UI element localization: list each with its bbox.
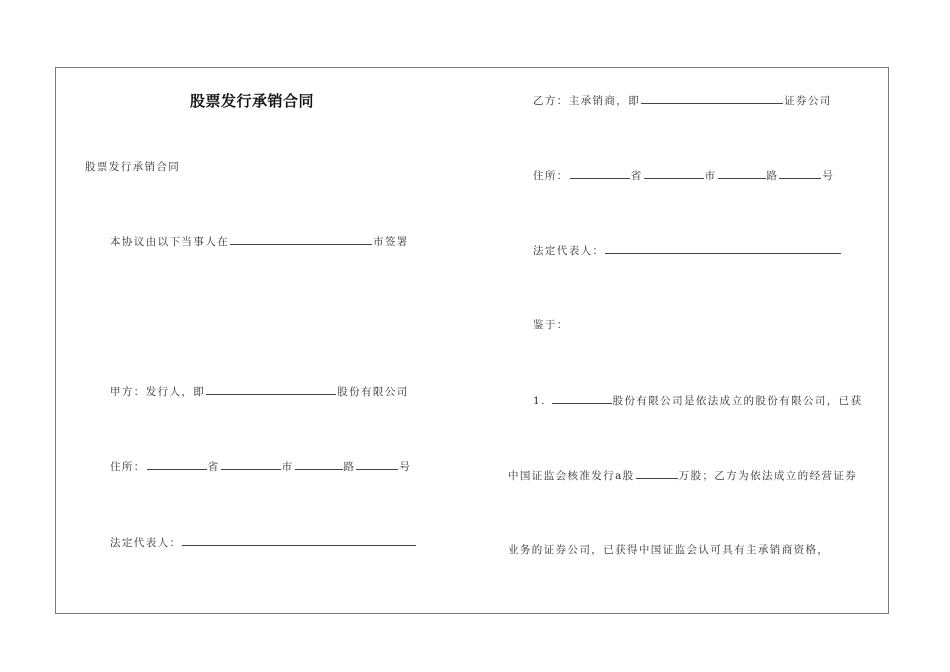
party-b-legal-rep-blank[interactable] xyxy=(605,243,841,254)
clause-1-line-1 xyxy=(533,393,862,408)
party-b-name-blank[interactable] xyxy=(641,93,783,104)
document-subtitle: 股票发行承销合同 xyxy=(85,161,181,173)
road-label: 路 xyxy=(766,170,779,182)
party-a-province-blank[interactable] xyxy=(147,459,207,470)
party-a-label: 甲方：发行人，即 xyxy=(110,386,206,398)
number-label: 号 xyxy=(822,170,835,182)
party-a-address-line xyxy=(110,459,411,474)
clause-number: 1. xyxy=(533,395,546,407)
party-a-line xyxy=(110,384,409,399)
party-b-label: 乙方：主承销商，即 xyxy=(533,95,641,107)
party-b-address-line xyxy=(533,168,834,183)
city-label: 市 xyxy=(281,461,294,473)
party-b-province-blank[interactable] xyxy=(570,168,630,179)
party-a-suffix: 股份有限公司 xyxy=(337,386,409,398)
party-b-city-blank[interactable] xyxy=(644,168,704,179)
party-b-road-blank[interactable] xyxy=(718,168,766,179)
party-a-legal-rep-blank[interactable] xyxy=(182,535,416,546)
party-b-suffix: 证券公司 xyxy=(784,95,832,107)
city-label: 市 xyxy=(704,170,717,182)
party-a-legal-rep-line xyxy=(110,535,417,550)
party-a-road-blank[interactable] xyxy=(295,459,343,470)
province-label: 省 xyxy=(630,170,643,182)
signing-city-blank[interactable] xyxy=(230,234,372,245)
party-b-number-blank[interactable] xyxy=(779,168,821,179)
road-label: 路 xyxy=(343,461,356,473)
whereas-heading: 鉴于： xyxy=(533,319,569,331)
clause-1-text-1: 股份有限公司是依法成立的股份有限公司，已获 xyxy=(612,395,863,407)
party-a-city-blank[interactable] xyxy=(221,459,281,470)
document-page xyxy=(55,67,889,614)
party-b-legal-rep-line xyxy=(533,243,842,258)
intro-suffix: 市签署 xyxy=(373,236,409,248)
party-b-line xyxy=(533,93,832,108)
legal-rep-label: 法定代表人： xyxy=(533,245,605,257)
intro-prefix: 本协议由以下当事人在 xyxy=(110,236,229,248)
clause-1-line-3: 业务的证券公司，已获得中国证监会认可具有主承销商资格， xyxy=(508,544,830,556)
legal-rep-label: 法定代表人： xyxy=(110,537,182,549)
share-count-blank[interactable] xyxy=(636,468,678,479)
province-label: 省 xyxy=(207,461,220,473)
document-title: 股票发行承销合同 xyxy=(190,92,315,110)
number-label: 号 xyxy=(399,461,412,473)
intro-line xyxy=(110,234,409,249)
party-a-name-blank[interactable] xyxy=(206,384,336,395)
address-label: 住所： xyxy=(533,170,569,182)
clause-1-line-2 xyxy=(508,468,857,483)
issuer-name-blank[interactable] xyxy=(552,393,612,404)
party-a-number-blank[interactable] xyxy=(356,459,398,470)
address-label: 住所： xyxy=(110,461,146,473)
clause-1-text-2b: 万股；乙方为依法成立的经营证券 xyxy=(678,470,858,482)
clause-1-text-2a: 中国证监会核准发行a股 xyxy=(508,470,635,482)
